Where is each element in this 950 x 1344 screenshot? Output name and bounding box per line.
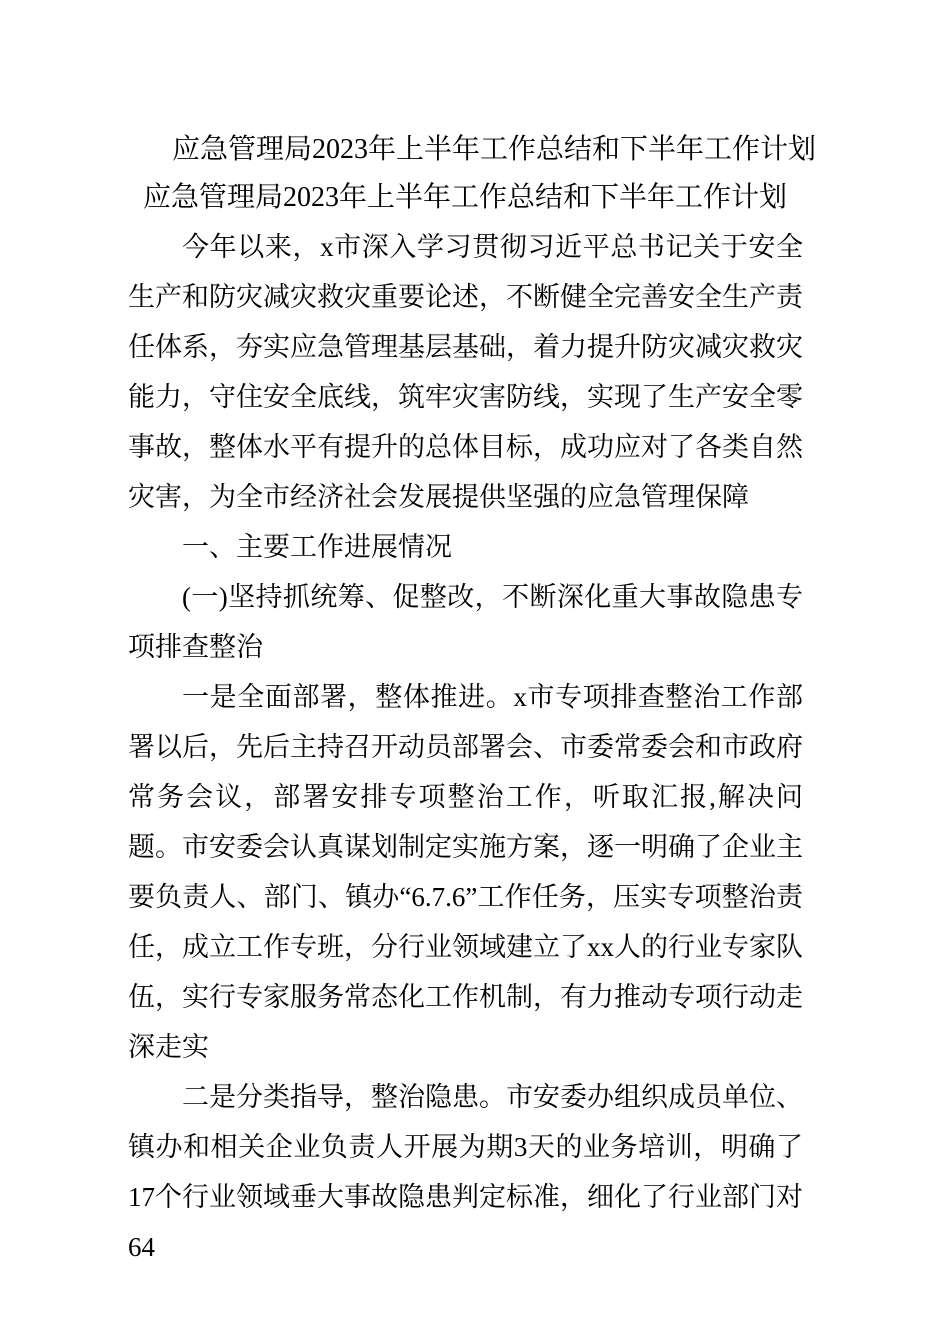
paragraph-second-classified-guidance: 二是分类指导，整治隐患。市安委办组织成员单位、镇办和相关企业负责人开展为期3天的业务培训，明确了17个行业领域垂大事故隐患判定标准，细化了行业部门对64 [128, 1082, 803, 1262]
document-title: 应急管理局2023年上半年工作总结和下半年工作计划 [172, 134, 817, 165]
section-heading-main-progress: 一、主要工作进展情况 [182, 532, 452, 562]
subsection-heading-hazard-rectification: (一)坚持抓统筹、促整改，不断深化重大事故隐患专项排查整治 [128, 582, 803, 662]
document-title-repeat: 应急管理局2023年上半年工作总结和下半年工作计划 [143, 182, 788, 213]
paragraph-first-deployment: 一是全面部署，整体推进。x市专项排查整治工作部署以后，先后主持召开动员部署会、市委常委会和市政府常务会议，部署安排专项整治工作，听取汇报,解决问题。市安委会认真谋划制定实施方案，逐一明确了企业主要负责人、部门、镇办“6.7.6”工作任务，压实专项整治责任，成立工作专班，分行业领域建立了xx人的行业专家队伍，实行专家服务常态化工作机制，有力推动专项行动走深走实 [128, 682, 803, 1062]
paragraph-overview: 今年以来，x市深入学习贯彻习近平总书记关于安全生产和防灾减灾救灾重要论述，不断健全完善安全生产责任体系，夯实应急管理基层基础，着力提升防灾减灾救灾能力，守住安全底线，筑牢灾害防线，实现了生产安全零事故，整体水平有提升的总体目标，成功应对了各类自然灾害，为全市经济社会发展提供坚强的应急管理保障 [128, 232, 803, 512]
